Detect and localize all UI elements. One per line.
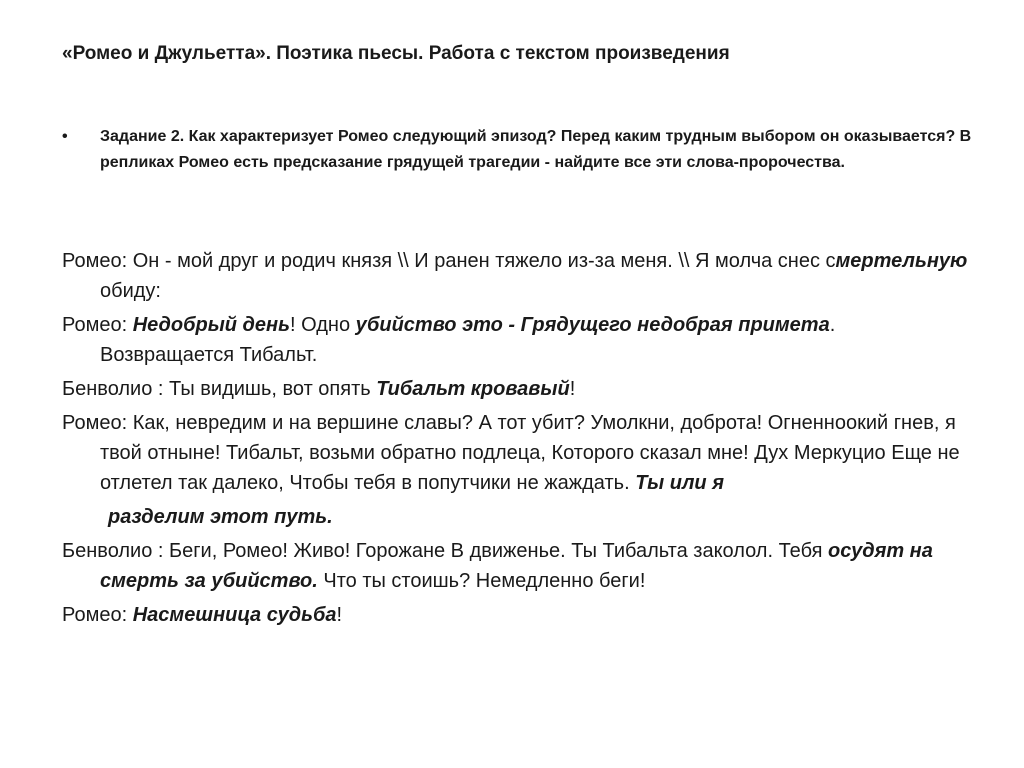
emphasized-text: Насмешница судьба <box>132 604 337 626</box>
line-text: Что ты стоишь? Немедленно беги! <box>317 570 646 592</box>
line-text: ! Одно <box>290 314 356 336</box>
dialog-line <box>62 536 972 596</box>
emphasized-text: осудят на смерть за убийство. <box>100 540 933 592</box>
line-text: обиду: <box>100 280 161 302</box>
dialog-text <box>62 246 972 634</box>
dialog-line <box>62 408 972 498</box>
bullet-icon: • <box>62 128 68 145</box>
line-text: . Возвращается Тибальт. <box>100 314 836 366</box>
emphasized-text: разделим этот путь. <box>108 506 333 528</box>
line-text: Ромео: Как, невредим и на вершине славы? А тот убит? Умолкни, доброта! Огненноокий гнев, я твой отныне! Тибальт, возьми обратно подлеца, Которого сказал мне! Дух Меркуцио Еще не отлетел так далеко, Чтобы тебя в попутчики не жаждать. <box>62 412 960 494</box>
line-text: Бенволио : Беги, Ромео! Живо! Горожане В движенье. Ты Тибальта заколол. Тебя <box>62 540 828 562</box>
emphasized-text: мертельную <box>835 250 968 272</box>
dialog-line <box>62 502 972 532</box>
line-text: Ромео: <box>62 604 133 626</box>
line-text: Ромео: Он - мой друг и родич князя \\ И ранен тяжело из-за меня. \\ Я молча снес с <box>62 250 836 272</box>
emphasized-text: Тибальт кровавый <box>376 378 570 400</box>
task-text: Задание 2. Как характеризует Ромео следующий эпизод? Перед каким трудным выбором он оказывается? В репликах Ромео есть предсказание грядущей трагедии - найдите все эти слова-пророчества. <box>100 128 972 171</box>
page-title: «Ромео и Джульетта». Поэтика пьесы. Работа с текстом произведения <box>62 43 730 64</box>
emphasized-text: убийство это - Грядущего недобрая примета <box>355 314 830 336</box>
dialog-line <box>62 374 972 404</box>
line-text: Ромео: <box>62 314 133 336</box>
line-text: ! <box>569 378 576 400</box>
task-item <box>62 124 982 176</box>
dialog-line <box>62 600 972 630</box>
dialog-line <box>62 310 972 370</box>
line-text: Бенволио : Ты видишь, вот опять <box>62 378 377 400</box>
emphasized-text: Ты или я <box>635 472 724 494</box>
line-text: ! <box>336 604 343 626</box>
emphasized-text: Недобрый день <box>132 314 290 336</box>
dialog-line <box>62 246 972 306</box>
